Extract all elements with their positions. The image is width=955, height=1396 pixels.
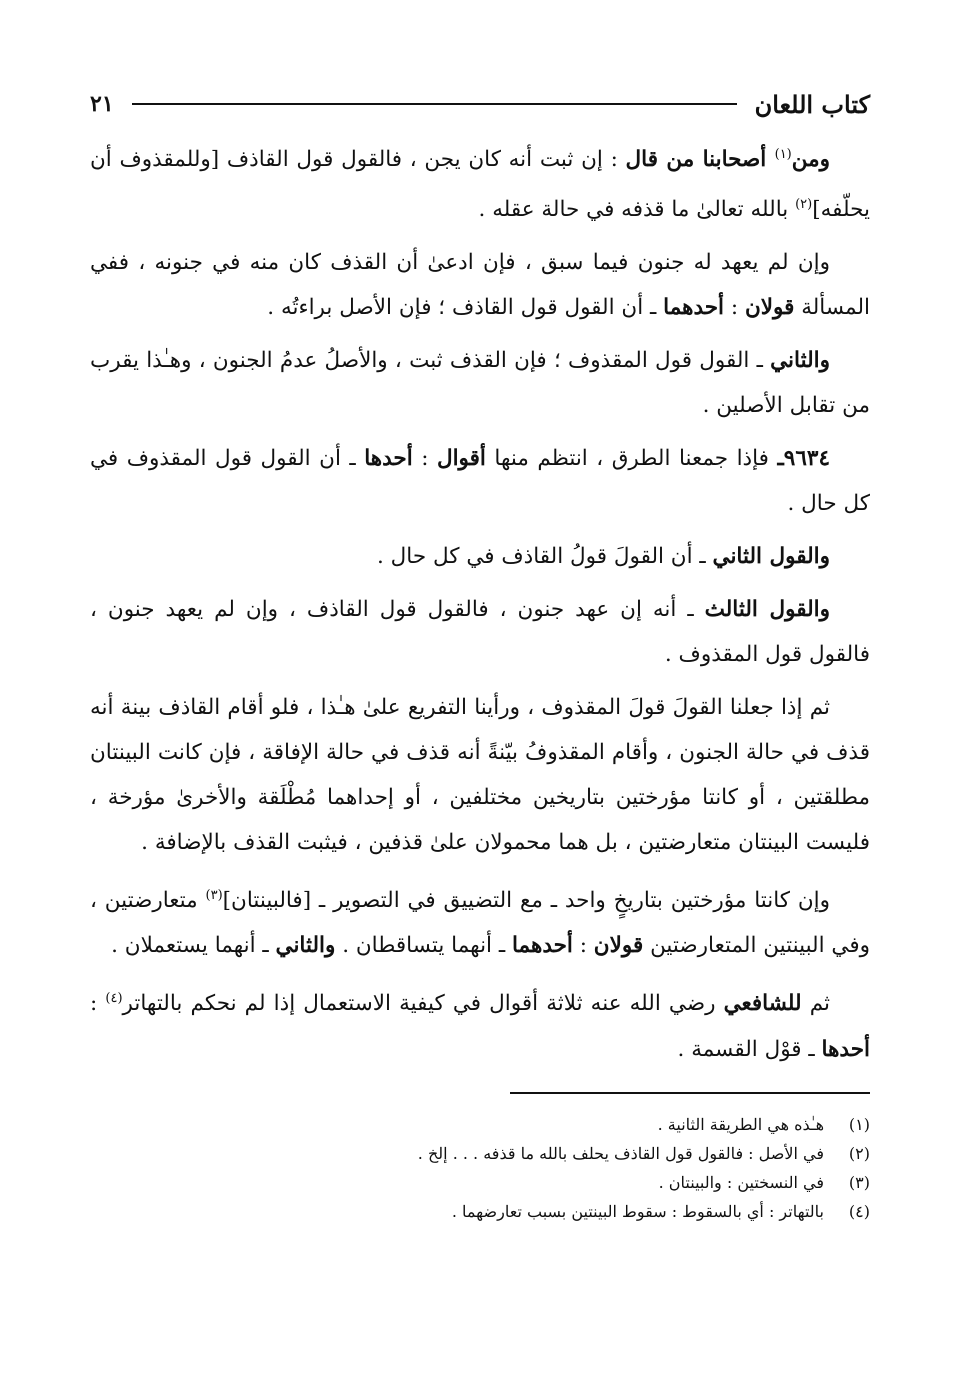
text: ثم إذا جعلنا القولَ قولَ المقذوف ، ورأينا التفريع علىٰ هـٰذا ، فلو أقام القاذف بينة أنه قذف في حالة الجنون ، وأقام المقذوفُ بيّنةً أنه قذف في حالة الإفاقة ، فإن كانت البينتان مطلقتين ، أو كانتا مؤرختين بتاريخين مختلفين ، أو إحداهما مُطْلَقة والأخرىٰ مؤرخة ، فليست البينتان متعارضتين ، بل هما محمولان علىٰ قذفين ، فيثبت القذف بالإضافة . [90,695,870,856]
paragraph-6 [90,587,870,677]
footnotes [90,1110,870,1226]
footnote-item [90,1168,870,1197]
footnote-item [90,1110,870,1139]
text: ـ أنهما يستعملان . [111,933,276,959]
footnote-ref[interactable]: (٣) [205,888,223,904]
bold-phrase: والقول الثالث [704,597,830,623]
bold-phrase: قولان [744,295,795,321]
text: ـ أنه إن عهد جنون ، فالقول قول القاذف ، وإن لم يعهد جنون ، فالقول قول المقذوف . [90,597,870,668]
text: ـ القول قول المقذوف ؛ فإن القذف ثبت ، والأصلُ عدمُ الجنون ، وهـٰذا يقرب من تقابل الأصلين . [90,348,870,419]
text: : إن ثبت أنه كان يجن ، فالقول قول القاذف [وللمقذوف أن يحلّفه] [90,147,870,223]
footnote-text: في الأصل : فالقول قول القاذف يحلف بالله ما قذفه . . . إلخ . [417,1143,824,1163]
running-header [90,80,870,128]
text: بالله تعالىٰ ما قذفه في حالة عقله . [478,197,796,223]
footnote-ref[interactable]: (٤) [105,991,123,1007]
footnote-number: (٤) [848,1201,870,1221]
bold-phrase: أحدهما [512,933,573,959]
text: ـ أن القول قول المقذوف في كل حال . [90,446,870,517]
paragraph-5 [90,534,870,579]
footnote-separator [510,1092,870,1094]
paragraph-3 [90,338,870,428]
text: ـ أن القول قول القاذف ؛ فإن الأصل براءتُه . [267,295,664,321]
chapter-title: كتاب اللعان [754,89,870,119]
bold-phrase: والثاني [770,348,830,374]
book-page [90,80,870,1226]
paragraph-4 [90,436,870,526]
footnote-text: بالتهاتر : أي بالسقوط : سقوط البينتين بسبب تعارضهما . [451,1201,824,1221]
bold-phrase: والثاني [275,933,336,959]
footnote-text: هـٰذه هي الطريقة الثانية . [657,1114,824,1134]
text: : [572,933,594,959]
paragraph-7 [90,685,870,865]
text: : [724,295,745,321]
text: ـ أن القولَ قولُ القاذف في كل حال . [377,544,713,570]
bold-phrase: أحدها [821,1036,870,1062]
header-rule [132,103,737,105]
footnote-text: في النسختين : والبينتان . [658,1172,824,1192]
text: ـ قوْل القسمة . [677,1036,822,1062]
bold-phrase: أصحابنا من قال [625,147,775,173]
text: ثم [801,991,831,1017]
footnote-ref[interactable]: (١) [774,147,792,162]
text: رضي الله عنه ثلاثة أقوال في كيفية الاستعمال إذا لم نحكم بالتهاتر [122,991,724,1017]
footnote-number: (٢) [848,1143,870,1163]
text: متعارضتين ، وفي البينتين المتعارضتين [90,888,870,959]
bold-phrase: والقول الثاني [712,544,830,570]
text: : [412,446,437,472]
footnote-item [90,1139,870,1168]
footnote-number: (١) [848,1114,870,1134]
paragraph-1 [90,132,870,232]
text: وإن لم يعهد له جنون فيما سبق ، فإن ادعىٰ أن القذف كان منه في جنونه ، ففي المسألة [90,250,870,321]
paragraph-2 [90,240,870,330]
bold-phrase: قولان [593,933,644,959]
bold-phrase: أحدها [364,446,413,472]
bold-phrase: أقوال [436,446,486,472]
text: : [90,991,106,1017]
bold-phrase: للشافعي [723,991,802,1017]
paragraph-8 [90,873,870,968]
text: فإذا جمعنا الطرق ، انتظم منها [485,446,778,472]
issue-number: ٩٦٣٤ـ [777,446,830,472]
paragraph-9 [90,976,870,1071]
footnote-item [90,1197,870,1226]
footnote-ref[interactable]: (٢) [795,197,813,213]
bold-lead: ومن [791,147,831,173]
page-number: ٢١ [90,91,114,117]
footnote-number: (٣) [848,1172,870,1192]
text: وإن كانتا مؤرختين بتاريخٍ واحد ـ مع التضييق في التصوير ـ [فالبينتان] [222,888,830,914]
text: ـ أنهما يتساقطان . [335,933,512,959]
bold-phrase: أحدهما [663,295,725,321]
main-text [90,132,870,1072]
